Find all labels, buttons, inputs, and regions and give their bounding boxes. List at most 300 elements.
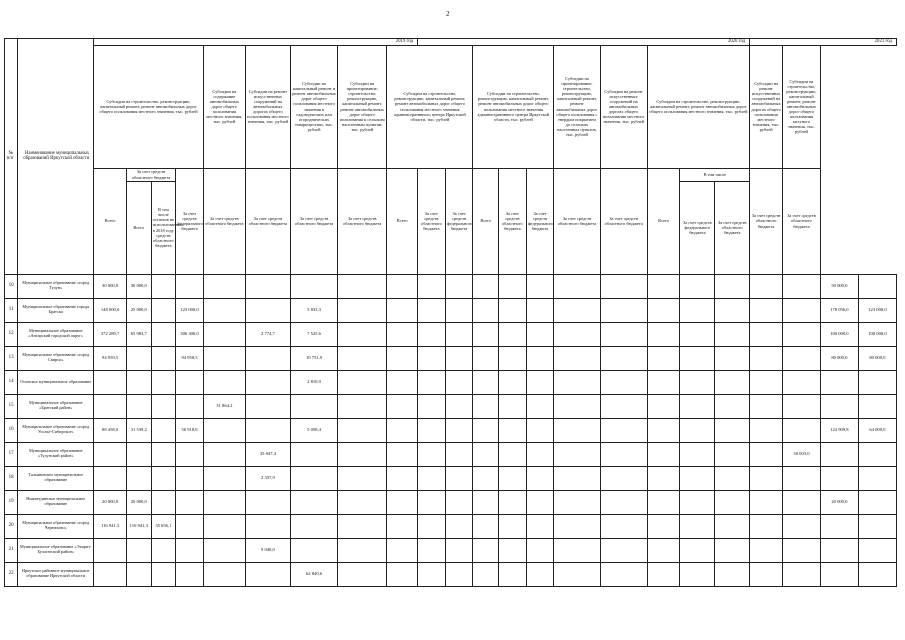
value-cell: 94 959,5	[94, 346, 127, 370]
value-cell	[94, 394, 127, 418]
value-cell	[858, 538, 896, 562]
value-cell	[647, 322, 680, 346]
value-cell	[783, 514, 821, 538]
value-cell	[418, 442, 446, 466]
value-cell: 35 656,1	[151, 514, 176, 538]
value-cell	[473, 490, 499, 514]
header-regional-10: За счет средств областного бюджета	[783, 168, 821, 274]
value-cell	[418, 466, 446, 490]
header-total: Всего	[94, 168, 127, 274]
row-number: 20	[5, 514, 18, 538]
municipality-name: Муниципальное образование города Братска	[18, 298, 94, 322]
municipality-name: Тальяновское муниципальное образование	[18, 466, 94, 490]
header-regional-4: За счет средств областного бюджета	[338, 168, 387, 274]
value-cell	[680, 442, 715, 466]
value-cell	[554, 466, 600, 490]
value-cell	[715, 370, 750, 394]
value-cell	[526, 418, 554, 442]
value-cell	[338, 442, 387, 466]
value-cell	[554, 394, 600, 418]
value-cell	[647, 538, 680, 562]
value-cell: 65 983,7	[126, 322, 151, 346]
value-cell	[783, 538, 821, 562]
value-cell	[418, 274, 446, 298]
value-cell	[858, 466, 896, 490]
header-regional-9: За счет средств областного бюджета	[750, 168, 783, 274]
value-cell	[680, 562, 715, 586]
value-cell	[176, 466, 204, 490]
value-cell	[783, 418, 821, 442]
value-cell	[245, 346, 290, 370]
value-cell	[750, 298, 783, 322]
row-number: 16	[5, 418, 18, 442]
value-cell	[858, 562, 896, 586]
value-cell: 88 458,0	[94, 418, 127, 442]
value-cell	[600, 370, 647, 394]
value-cell	[499, 418, 527, 442]
value-cell	[418, 322, 446, 346]
value-cell: 372 289,7	[94, 322, 127, 346]
header-subsidy-road-build-2021: Субсидии на строительство, реконструкцию, капитальный ремонт, ремонт автомобильных дорог общего пользования местного значения, тыс. рублей	[647, 45, 750, 168]
value-cell: 62 840,6	[290, 562, 337, 586]
header-subsidy-admin-center-2020: Субсидии на строительство, реконструкцию, капитальный ремонт, ремонт автомобильных дорог общего пользования местного значения административного центра Иркутской области, тыс. рублей	[473, 45, 554, 168]
value-cell	[715, 514, 750, 538]
value-cell: 5 833,3	[290, 298, 337, 322]
value-cell	[647, 442, 680, 466]
value-cell	[499, 274, 527, 298]
value-cell	[151, 442, 176, 466]
value-cell	[126, 346, 151, 370]
value-cell	[858, 490, 896, 514]
subsidies-table	[4, 38, 897, 587]
value-cell	[151, 298, 176, 322]
value-cell: 2 337,9	[245, 466, 290, 490]
value-cell	[473, 274, 499, 298]
subheader-row	[5, 168, 897, 181]
value-cell	[783, 346, 821, 370]
value-cell	[176, 514, 204, 538]
value-cell	[554, 490, 600, 514]
value-cell	[290, 514, 337, 538]
header-subsidy-design-rural-2020: Субсидии на проектирование, строительство, реконструкцию, капитальный ремонт, ремонт автомобильных дорог общего пользования с твердым покрытием до сельских населенных пунктов, тыс. рублей	[554, 45, 600, 168]
value-cell	[526, 370, 554, 394]
value-cell: 2 810,9	[290, 370, 337, 394]
value-cell	[445, 298, 473, 322]
subsidy-header-row	[5, 45, 897, 168]
value-cell	[647, 298, 680, 322]
value-cell	[473, 442, 499, 466]
value-cell: 20 000,0	[94, 490, 127, 514]
value-cell	[473, 370, 499, 394]
value-cell: 50 000,0	[820, 274, 858, 298]
value-cell	[473, 514, 499, 538]
value-cell	[203, 346, 245, 370]
value-cell	[445, 394, 473, 418]
value-cell	[750, 562, 783, 586]
value-cell	[126, 370, 151, 394]
municipality-name: Муниципальное образование «Тулунский район»	[18, 442, 94, 466]
value-cell	[151, 370, 176, 394]
value-cell	[554, 442, 600, 466]
value-cell	[338, 322, 387, 346]
value-cell	[526, 394, 554, 418]
value-cell	[245, 394, 290, 418]
value-cell	[445, 442, 473, 466]
value-cell: 56 918,8	[176, 418, 204, 442]
value-cell: 80 000,0	[858, 346, 896, 370]
value-cell	[647, 466, 680, 490]
value-cell: 30 000,0	[94, 274, 127, 298]
value-cell	[680, 370, 715, 394]
value-cell	[526, 466, 554, 490]
value-cell: 306 306,0	[176, 322, 204, 346]
value-cell: 124 909,8	[820, 418, 858, 442]
value-cell	[445, 466, 473, 490]
table-body	[5, 274, 897, 586]
value-cell	[418, 514, 446, 538]
header-federal-3: За счет средств федерального бюджета	[526, 168, 554, 274]
value-cell	[554, 274, 600, 298]
header-regional-5: За счет средств областного бюджета	[418, 168, 446, 274]
value-cell: 123 000,0	[858, 298, 896, 322]
header-regional-1: За счет средств областного бюджета	[203, 168, 245, 274]
value-cell: 20 000,0	[820, 490, 858, 514]
table-row	[5, 490, 897, 514]
value-cell	[338, 298, 387, 322]
municipality-name: Муниципальное образование «город Усолье-Сибирское»	[18, 418, 94, 442]
table-row	[5, 298, 897, 322]
value-cell	[526, 322, 554, 346]
value-cell	[445, 538, 473, 562]
value-cell	[680, 490, 715, 514]
header-municipality: Наименование муниципальных образований Иркутской области	[18, 39, 94, 275]
table-row	[5, 370, 897, 394]
value-cell	[203, 418, 245, 442]
header-subsidy-admin-center: Субсидии на строительство, реконструкцию, капитальный ремонт, ремонт автомобильных дорог общего пользования местного значения административного центра Иркутской области, тыс. рублей	[387, 45, 473, 168]
value-cell	[526, 274, 554, 298]
value-cell: 2 774,7	[245, 322, 290, 346]
header-subsidy-maint: Субсидии на содержание автомобильных дорог общего пользования местного значения, тыс. рублей	[203, 45, 245, 168]
value-cell	[445, 418, 473, 442]
row-number: 13	[5, 346, 18, 370]
value-cell	[715, 274, 750, 298]
value-cell	[245, 418, 290, 442]
value-cell	[418, 298, 446, 322]
value-cell	[338, 418, 387, 442]
value-cell	[554, 370, 600, 394]
table-row	[5, 562, 897, 586]
value-cell	[600, 418, 647, 442]
value-cell: 35 847,4	[245, 442, 290, 466]
value-cell	[680, 466, 715, 490]
value-cell: 25 000,0	[126, 298, 151, 322]
table-row	[5, 322, 897, 346]
value-cell	[418, 562, 446, 586]
municipality-name: Нижнеудинское муниципальное образование	[18, 490, 94, 514]
value-cell	[203, 490, 245, 514]
value-cell	[387, 490, 418, 514]
value-cell	[499, 370, 527, 394]
value-cell: 80 000,0	[820, 346, 858, 370]
value-cell	[858, 370, 896, 394]
value-cell	[526, 442, 554, 466]
value-cell: 9 040,0	[245, 538, 290, 562]
municipality-name: Муниципальное образование «Эхирит-Булагатский район»	[18, 538, 94, 562]
value-cell	[647, 514, 680, 538]
value-cell	[338, 274, 387, 298]
year-2020: 2020 год	[418, 39, 750, 46]
value-cell: 123 000,0	[176, 298, 204, 322]
value-cell	[750, 538, 783, 562]
value-cell	[473, 346, 499, 370]
value-cell	[499, 514, 527, 538]
header-total-2: Всего	[387, 168, 418, 274]
value-cell	[445, 346, 473, 370]
row-number: 21	[5, 538, 18, 562]
value-cell	[338, 394, 387, 418]
row-number: 19	[5, 490, 18, 514]
header-subsidy-artificial: Субсидии на ремонт искусственных сооружений на автомобильных дорогах общего пользования местного значения, тыс. рублей	[245, 45, 290, 168]
value-cell	[680, 298, 715, 322]
table-row	[5, 514, 897, 538]
value-cell	[750, 442, 783, 466]
value-cell	[499, 466, 527, 490]
year-2021: 2021 год	[750, 39, 897, 46]
value-cell	[680, 514, 715, 538]
value-cell	[554, 538, 600, 562]
value-cell	[338, 346, 387, 370]
header-incl: В том числе	[680, 168, 750, 181]
value-cell	[473, 322, 499, 346]
value-cell	[176, 274, 204, 298]
value-cell	[715, 490, 750, 514]
value-cell	[783, 394, 821, 418]
value-cell	[203, 442, 245, 466]
header-total-incl: Всего	[126, 181, 151, 274]
value-cell	[647, 346, 680, 370]
header-incl-in-year: В том числе остатков не использованных в 2018 году средств областного бюджета	[151, 181, 176, 274]
value-cell	[387, 562, 418, 586]
value-cell	[783, 322, 821, 346]
header-total-3: Всего	[473, 168, 499, 274]
value-cell	[445, 514, 473, 538]
value-cell	[338, 370, 387, 394]
value-cell	[783, 490, 821, 514]
value-cell	[600, 274, 647, 298]
value-cell	[526, 490, 554, 514]
value-cell	[418, 538, 446, 562]
value-cell	[151, 466, 176, 490]
value-cell	[418, 370, 446, 394]
value-cell	[151, 562, 176, 586]
header-federal-2: За счет средств федерального бюджета	[445, 168, 473, 274]
value-cell	[600, 562, 647, 586]
value-cell	[94, 442, 127, 466]
value-cell	[387, 466, 418, 490]
value-cell	[176, 394, 204, 418]
value-cell	[600, 538, 647, 562]
value-cell	[499, 298, 527, 322]
value-cell	[126, 466, 151, 490]
value-cell	[680, 346, 715, 370]
value-cell	[783, 274, 821, 298]
value-cell	[338, 562, 387, 586]
table-row	[5, 418, 897, 442]
value-cell	[126, 562, 151, 586]
value-cell	[290, 274, 337, 298]
municipality-name: Иркутское районное муниципальное образование Иркутской области	[18, 562, 94, 586]
value-cell	[680, 538, 715, 562]
value-cell: 94 958,5	[176, 346, 204, 370]
value-cell	[203, 298, 245, 322]
value-cell	[554, 418, 600, 442]
value-cell	[445, 490, 473, 514]
value-cell	[387, 394, 418, 418]
value-cell	[858, 514, 896, 538]
value-cell	[387, 514, 418, 538]
value-cell: 100 000,0	[858, 322, 896, 346]
value-cell	[750, 370, 783, 394]
value-cell	[445, 562, 473, 586]
value-cell	[715, 418, 750, 442]
value-cell	[245, 490, 290, 514]
value-cell	[715, 394, 750, 418]
value-cell	[750, 322, 783, 346]
value-cell: 10 751,9	[290, 346, 337, 370]
header-total-4: Всего	[647, 168, 680, 274]
value-cell	[554, 322, 600, 346]
header-subsidy-design-rural: Субсидии на проектирование, строительство, реконструкцию, капитальный ремонт, ремонт автомобильных дорог общего пользования к сельским населенным пунктам, тыс. рублей	[338, 45, 387, 168]
value-cell	[418, 346, 446, 370]
header-subsidy-road-build-2021b: Субсидии на строительство, реконструкцию, капитальный ремонт, ремонт автомобильных дорог общего пользования местного значения, тыс. рублей	[783, 45, 821, 168]
value-cell	[783, 370, 821, 394]
table-row	[5, 442, 897, 466]
value-cell	[820, 466, 858, 490]
value-cell	[176, 442, 204, 466]
value-cell	[151, 490, 176, 514]
value-cell	[647, 418, 680, 442]
table-row	[5, 346, 897, 370]
value-cell: 64 000,0	[858, 418, 896, 442]
value-cell	[554, 298, 600, 322]
value-cell	[715, 538, 750, 562]
header-subsidy-road-build: Субсидии на строительство, реконструкцию, капитальный ремонт, ремонт автомобильных дорог общего пользования местного значения, тыс. рублей	[94, 45, 204, 168]
value-cell	[820, 514, 858, 538]
value-cell	[820, 562, 858, 586]
value-cell	[176, 538, 204, 562]
value-cell	[338, 514, 387, 538]
value-cell	[526, 514, 554, 538]
value-cell	[750, 394, 783, 418]
value-cell	[290, 442, 337, 466]
value-cell	[94, 538, 127, 562]
value-cell	[499, 322, 527, 346]
value-cell	[338, 538, 387, 562]
value-cell	[387, 370, 418, 394]
header-subsidy-artificial-2021: Субсидии на ремонт искусственных сооружений на автомобильных дорогах общего пользования местного значения, тыс. рублей	[750, 45, 783, 168]
value-cell	[203, 514, 245, 538]
value-cell	[750, 418, 783, 442]
value-cell	[445, 322, 473, 346]
municipality-name: Муниципальное образование «город Тулун»	[18, 274, 94, 298]
header-regional-2: За счет средств областного бюджета	[245, 168, 290, 274]
value-cell	[647, 394, 680, 418]
municipality-name: Муниципальное образование «город Черемхово»	[18, 514, 94, 538]
value-cell	[783, 298, 821, 322]
value-cell	[499, 490, 527, 514]
value-cell	[126, 538, 151, 562]
row-number: 22	[5, 562, 18, 586]
row-number: 10	[5, 274, 18, 298]
value-cell	[290, 490, 337, 514]
header-federal: За счет средств федерального бюджета	[176, 168, 204, 274]
value-cell: 178 056,0	[820, 298, 858, 322]
value-cell	[418, 490, 446, 514]
value-cell	[151, 418, 176, 442]
value-cell	[245, 514, 290, 538]
value-cell	[600, 298, 647, 322]
value-cell	[151, 394, 176, 418]
value-cell	[499, 346, 527, 370]
value-cell: 100 000,0	[820, 322, 858, 346]
value-cell	[750, 466, 783, 490]
value-cell	[473, 298, 499, 322]
value-cell	[203, 538, 245, 562]
value-cell	[526, 346, 554, 370]
header-federal-4: За счет средств федерального бюджета	[680, 181, 715, 274]
value-cell	[750, 346, 783, 370]
row-number: 17	[5, 442, 18, 466]
table-row	[5, 274, 897, 298]
value-cell	[473, 418, 499, 442]
header-regional-6: За счет средств областного бюджета	[499, 168, 527, 274]
value-cell	[499, 394, 527, 418]
value-cell: 30 000,0	[126, 274, 151, 298]
value-cell	[526, 538, 554, 562]
value-cell	[526, 562, 554, 586]
value-cell	[600, 394, 647, 418]
value-cell	[600, 490, 647, 514]
value-cell	[387, 274, 418, 298]
value-cell	[858, 442, 896, 466]
value-cell	[600, 322, 647, 346]
header-regional-8: За счет средств областного бюджета	[600, 168, 647, 274]
value-cell	[338, 490, 387, 514]
value-cell	[418, 394, 446, 418]
value-cell: 116 941,3	[94, 514, 127, 538]
value-cell	[151, 346, 176, 370]
header-row-num: № п/п	[5, 39, 18, 275]
value-cell	[473, 562, 499, 586]
value-cell	[647, 562, 680, 586]
value-cell	[820, 394, 858, 418]
value-cell	[151, 538, 176, 562]
value-cell	[783, 562, 821, 586]
value-cell	[680, 418, 715, 442]
value-cell	[499, 442, 527, 466]
value-cell	[203, 274, 245, 298]
value-cell	[647, 274, 680, 298]
value-cell	[715, 298, 750, 322]
row-number: 18	[5, 466, 18, 490]
value-cell	[387, 442, 418, 466]
value-cell	[151, 274, 176, 298]
value-cell	[783, 466, 821, 490]
value-cell	[94, 370, 127, 394]
value-cell	[499, 538, 527, 562]
value-cell	[715, 322, 750, 346]
row-number: 11	[5, 298, 18, 322]
